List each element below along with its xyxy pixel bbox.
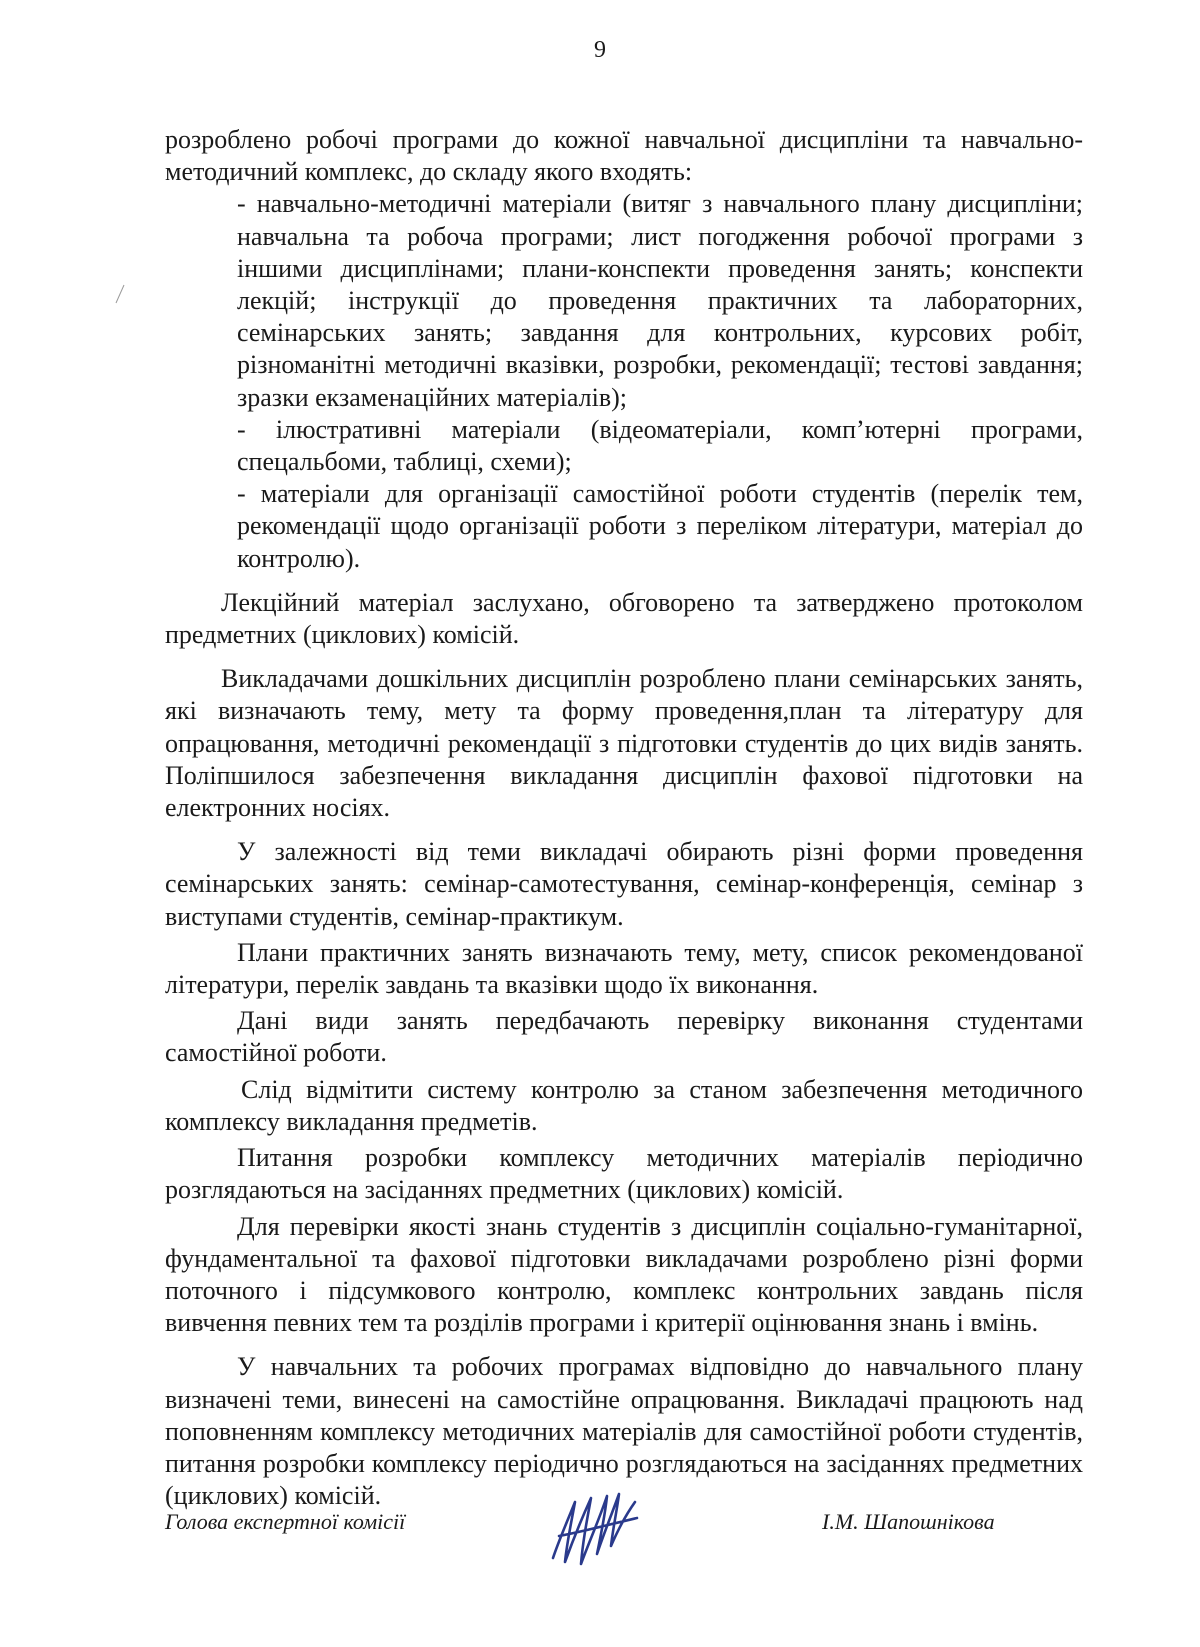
stray-pen-mark xyxy=(114,284,126,304)
paragraph-independent-study: У навчальних та робочих програмах відповідно до навчального плану визначені теми, винесені на самостійне опрацювання. Викладачі працюють над поповненням комплексу методичних матеріалів для самостійної роботи студентів, питання розробки комплексу періодично розглядаються на засіданнях предметних (циклових) комісій. xyxy=(165,1352,1083,1511)
paragraph-development-issues: Питання розробки комплексу методичних матеріалів періодично розглядаються на засіданнях предметних (циклових) комісій. xyxy=(165,1143,1083,1205)
page-number: 9 xyxy=(594,37,606,63)
paragraph-control-system: Слід відмітити систему контролю за станом забезпечення методичного комплексу викладання предметів. xyxy=(165,1074,1083,1136)
paragraph-lecture-material: Лекційний матеріал заслухано, обговорено та затверджено протоколом предметних (циклових) комісій. xyxy=(165,587,1083,650)
signature-block xyxy=(0,1500,1200,1620)
list-item-methodical-materials: - навчально-методичні матеріали (витяг з навчального плану дисципліни; навчальна та робоча програми; лист погодження робочої програми з іншими дисциплінами; плани-конспекти проведення занять; конспекти лекцій; інструкції до проведення практичних та лабораторних, семінарських занять; завдання для контрольних, курсових робіт, різноманітні методичні вказівки, розробки, рекомендації; тестові завдання; зразки екзаменаційних матеріалів); xyxy=(237,189,1083,412)
paragraph-independent-check: Дані види занять передбачають перевірку виконання студентами самостійної роботи. xyxy=(165,1006,1083,1068)
list-item-independent-work-materials: - матеріали для організації самостійної роботи студентів (перелік тем, рекомендації щодо організації роботи з переліком літератури, матеріал до контролю). xyxy=(237,479,1083,573)
signatory-name: І.М. Шапошнікова xyxy=(822,1509,995,1534)
handwritten-signature-icon xyxy=(545,1480,645,1580)
paragraph-seminar-plans: Викладачами дошкільних дисциплін розроблено плани семінарських занять, які визначають тему, мету та форму проведення,план та літературу для опрацювання, методичні рекомендації з підготовки студентів до цих видів занять. Поліпшилося забезпечення викладання дисциплін фахової підготовки на електронних носіях. xyxy=(165,664,1083,823)
document-body xyxy=(165,124,1083,1512)
paragraph-seminar-forms: У залежності від теми викладачі обирають різні форми проведення семінарських занять: семінар-самотестування, семінар-конференція, семінар з виступами студентів, семінар-практикум. xyxy=(165,837,1083,931)
paragraph-knowledge-check: Для перевірки якості знань студентів з дисциплін соціально-гуманітарної, фундаментальної та фахової підготовки викладачами розроблено різні форми поточного і підсумкового контролю, комплекс контрольних завдань після вивчення певних тем та розділів програми і критерії оцінювання знань і вмінь. xyxy=(165,1211,1083,1338)
signatory-position: Голова експертної комісії xyxy=(165,1509,406,1534)
paragraph-practical-plans: Плани практичних занять визначають тему, мету, список рекомендованої літератури, перелік завдань та вказівки щодо їх виконання. xyxy=(165,937,1083,1000)
list-item-illustrative-materials: - ілюстративні матеріали (відеоматеріали, комп’ютерні програми, спецальбоми, таблиці, схеми); xyxy=(237,414,1083,477)
paragraph-intro: розроблено робочі програми до кожної навчальної дисципліни та навчально-методичний комплекс, до складу якого входять: xyxy=(165,125,1083,187)
